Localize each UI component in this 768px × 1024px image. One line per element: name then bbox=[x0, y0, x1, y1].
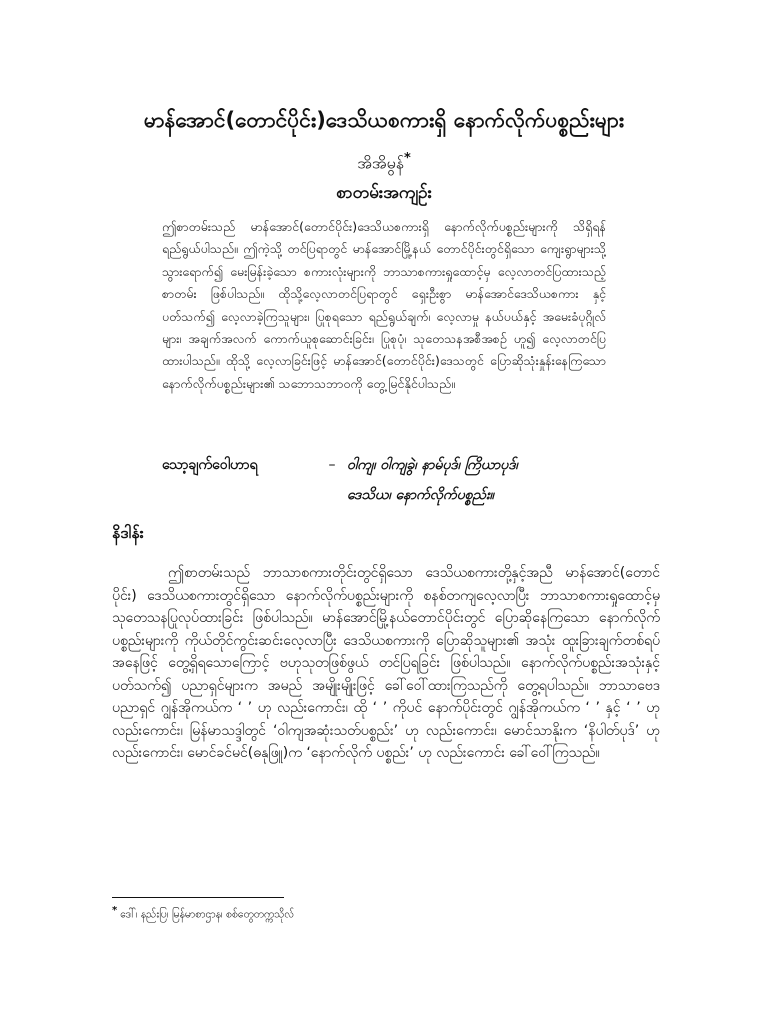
footnote-text: ဒေါ်၊ နည်းပြ၊ မြန်မာစာဌာန၊ စစ်တွေတက္ကသိုလ် bbox=[120, 908, 295, 921]
keywords-terms-2: ဒေသိယ၊ နောက်လိုက်ပစ္စည်း။ bbox=[347, 487, 494, 503]
keywords-block bbox=[162, 450, 642, 510]
paper-title: မာန်အောင်(တောင်ပိုင်း)ဒေသိယစကားရှိ နောက်လိုက်ပစ္စည်းများ bbox=[143, 108, 625, 132]
author-name: အိအိမွန် bbox=[357, 153, 404, 173]
introduction-paragraph: ဤစာတမ်းသည် ဘာသာစကားတိုင်းတွင်ရှိသော ဒေသိယစကားတို့နှင့်အညီ မာန်အောင်(တောင်ပိုင်း) ဒေသိယစကားတွင်ရှိသော နောက်လိုက်ပစ္စည်းများကို စနစ်တကျလေ့လာပြီး ဘာသာစကားရှုထောင့်မှ သုတေသနပြုလုပ်ထားခြင်း ဖြစ်ပါသည်။ မာန်အောင်မြို့နယ်တောင်ပိုင်းတွင် ပြောဆိုနေကြသော နောက်လိုက်ပစ္စည်းများကို ကိုယ်တိုင်ကွင်းဆင်းလေ့လာပြီး ဒေသိယစကားကို ပြောဆိုသူများ၏ အသုံး ထူးခြားချက်တစ်ရပ်အနေဖြင့် တွေ့ရှိရသောကြောင့် ဗဟုသုတဖြစ်ဖွယ် တင်ပြရခြင်း ဖြစ်ပါသည်။ နောက်လိုက်ပစ္စည်းအသုံးနှင့်ပတ်သက်၍ ပညာရှင်များက အမည် အမျိုးမျိုးဖြင့် ခေါ်ဝေါ်ထားကြသည်ကို တွေ့ရပါသည်။ ဘာသာဗေဒပညာရှင် ဂျွန်အိုကယ်က ‘ ’ ဟု လည်းကောင်း၊ ထို ‘ ’ ကိုပင် နောက်ပိုင်းတွင် ဂျွန်အိုကယ်က ‘ ’ နှင့် ‘ ’ ဟု လည်းကောင်း၊ မြန်မာသဒ္ဒါတွင် ‘ဝါကျအဆုံးသတ်ပစ္စည်း’ ဟု လည်းကောင်း၊ မောင်သာနိုးက ‘နိပါတ်ပုဒ်’ ဟု လည်းကောင်း၊ မောင်ခင်မင်(ဓနုဖြူ)က ‘နောက်လိုက် ပစ္စည်း’ ဟု လည်းကောင်း ခေါ်ဝေါ်ကြသည်။ bbox=[112, 565, 660, 761]
footnote-divider bbox=[112, 897, 284, 898]
footnote bbox=[112, 902, 612, 924]
author-line bbox=[0, 145, 768, 177]
keywords-label: သော့ချက်ဝေါဟာရ bbox=[162, 457, 258, 473]
footnote-mark: * bbox=[112, 905, 118, 916]
author-footnote-mark: * bbox=[403, 151, 411, 166]
keywords-line-1 bbox=[162, 450, 642, 480]
keywords-dash: – bbox=[328, 457, 336, 473]
abstract-heading: စာတမ်းအကျဉ်း bbox=[336, 183, 432, 203]
abstract-paragraph: ဤစာတမ်းသည် မာန်အောင်(တောင်ပိုင်း)ဒေသိယစကားရှိ နောက်လိုက်ပစ္စည်းများကို သိရှိရန် ရည်ရွယ်ပါသည်။ ဤကဲ့သို့ တင်ပြရာတွင် မာန်အောင်မြို့နယ် တောင်ပိုင်းတွင်ရှိသော ကျေးရွာများသို့ သွားရောက်၍ မေးမြန်းခဲ့သော စကားလုံးများကို ဘာသာစကားရှုထောင့်မှ လေ့လာတင်ပြထားသည့် စာတမ်း ဖြစ်ပါသည်။ ထိုသို့လေ့လာတင်ပြရာတွင် ရှေးဦးစွာ မာန်အောင်ဒေသိယစကား နှင့်ပတ်သက်၍ လေ့လာခဲ့ကြသူများ၊ ပြုစုရသော ရည်ရွယ်ချက်၊ လေ့လာမှု နယ်ပယ်နှင့် အမေးခံပုဂ္ဂိုလ်များ၊ အချက်အလက် ကောက်ယူစုဆောင်းခြင်း၊ ပြုစုပုံ၊ သုတေသနအစီအစဉ် ဟူ၍ လေ့လာတင်ပြထားပါသည်။ ထိုသို့ လေ့လာခြင်းဖြင့် မာန်အောင်(တောင်ပိုင်း)ဒေသတွင် ပြောဆိုသုံးနှုန်းနေကြသော နောက်လိုက်ပစ္စည်းများ၏ သဘောသဘာဝကို တွေ့မြင်နိုင်ပါသည်။ bbox=[162, 219, 606, 391]
keywords-terms-1: ဝါကျ၊ ဝါကျခွဲ၊ နာမ်ပုဒ်၊ ကြိယာပုဒ်၊ bbox=[347, 457, 518, 473]
introduction-heading: နိဒါန်း bbox=[112, 523, 144, 542]
